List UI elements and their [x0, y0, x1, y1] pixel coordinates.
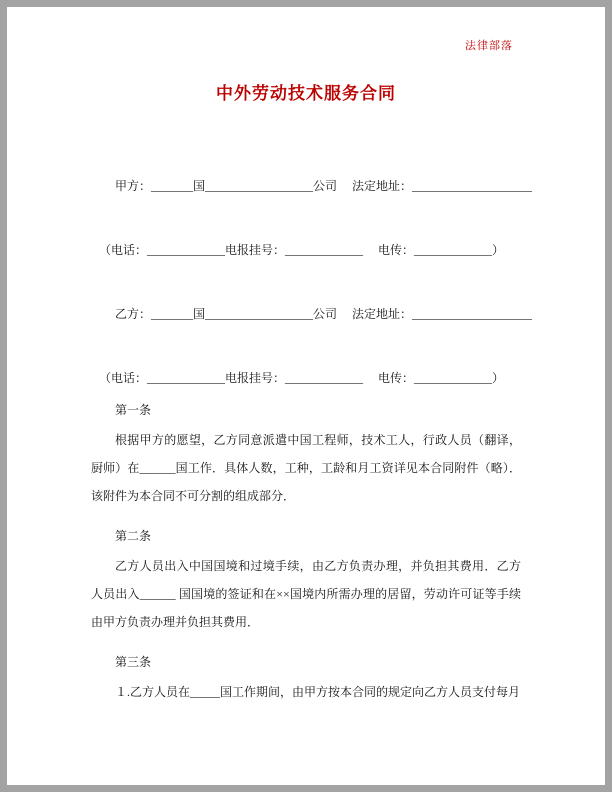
clause-2 — [91, 526, 521, 636]
clause-1-heading: 第一条 — [115, 403, 152, 417]
clause-3 — [91, 652, 521, 706]
party-b-contact-line: （电话：_____________电报挂号：_____________ 电传：_____________） — [99, 371, 505, 385]
document-title: 中外劳动技术服务合同 — [216, 84, 396, 103]
party-b-line: 乙方：_______国__________________公司 法定地址：____________________ — [115, 307, 533, 321]
party-a-line: 甲方：_______国__________________公司 法定地址：____________________ — [115, 179, 533, 193]
party-a-contact-line: （电话：_____________电报挂号：_____________ 电传：_____________） — [99, 243, 505, 257]
clause-1 — [91, 400, 521, 510]
clause-2-paragraph: 乙方人员出入中国国境和过境手续，由乙方负责办理，并负担其费用．乙方人员出入______ 国国境的签证和在××国境内所需办理的居留，劳动许可证等手续由甲方负责办理并负担其费用． — [91, 559, 521, 629]
brand-watermark: 法律部落 — [465, 40, 513, 52]
clause-1-paragraph: 根据甲方的愿望，乙方同意派遣中国工程师，技术工人，行政人员（翻译，厨师）在______国工作．具体人数，工种，工龄和月工资详见本合同附件（略）．该附件为本合同不可分割的组成部分． — [91, 433, 521, 503]
clause-3-paragraph: １.乙方人员在_____国工作期间，由甲方按本合同的规定向乙方人员支付每月 — [115, 685, 521, 699]
document-body — [7, 104, 605, 706]
clause-2-heading: 第二条 — [115, 529, 152, 543]
clause-3-heading: 第三条 — [115, 655, 152, 669]
